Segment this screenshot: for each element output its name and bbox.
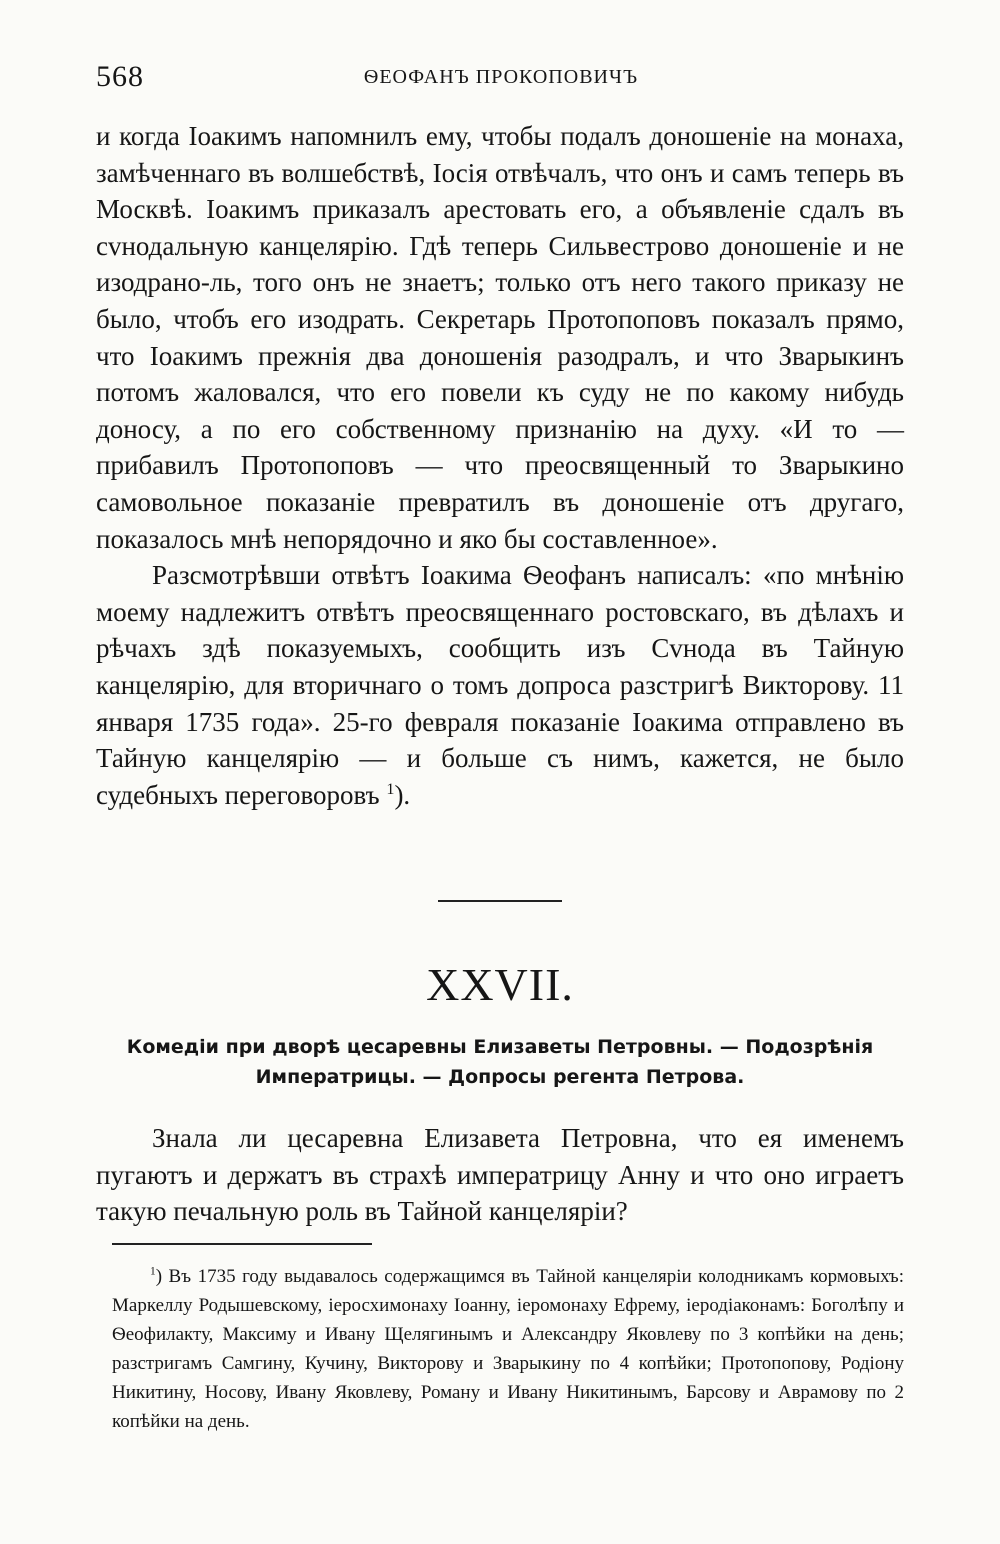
footnote-paragraph xyxy=(112,1262,904,1436)
chapter-subtitle xyxy=(100,1032,900,1092)
body-paragraph-2 xyxy=(96,557,904,813)
body-text xyxy=(96,118,904,813)
page-number: 568 xyxy=(96,60,144,93)
chapter-text xyxy=(96,1120,904,1230)
body-paragraph-2-text: Разсмотрѣвши отвѣтъ Іоакима Ѳеофанъ написалъ: «по мнѣнію моему надлежитъ отвѣтъ преосвященнаго ростовскаго, въ дѣлахъ и рѣчахъ здѣ показуемыхъ, сообщить изъ Сvнода въ Тайную канцелярію, для вторичнаго о томъ допроса разстригѣ Викторову. 11 января 1735 года». 25-го февраля показаніе Іоакима отправлено въ Тайную канцелярію — и больше съ нимъ, кажется, не было судебныхъ переговоровъ xyxy=(96,560,904,810)
footnote-divider xyxy=(112,1243,372,1245)
body-paragraph-2-end: ). xyxy=(394,779,411,810)
section-divider xyxy=(438,900,562,902)
footnote-reference: 1 xyxy=(386,779,395,798)
body-paragraph-1: и когда Іоакимъ напомнилъ ему, чтобы подалъ доношеніе на монаха, замѣченнаго въ волшебствѣ, Іосія отвѣчалъ, что онъ и самъ теперь въ Москвѣ. Іоакимъ приказалъ арестовать его, а объявленіе сдалъ въ сvнодальную канцелярію. Гдѣ теперь Сильвестрово доношеніе и не изодрано-ль, того онъ не знаетъ; только отъ него такого приказу не было, чтобъ его изодрать. Секретарь Протопоповъ показалъ прямо, что Іоакимъ прежнія два доношенія разодралъ, и что Зварыкинъ потомъ жаловался, что его повели къ суду не по какому нибудь доносу, а по его собственному признанію на духу. «И то — прибавилъ Протопоповъ — что преосвященный то Зварыкино самовольное показаніе превратилъ въ доношеніе отъ другаго, показалось мнѣ непорядочно и яко бы составленное». xyxy=(96,121,904,554)
chapter-paragraph-1: Знала ли цесаревна Елизавета Петровна, что ея именемъ пугаютъ и держатъ въ страхѣ императрицу Анну и что оно играетъ такую печальную роль въ Тайной канцеляріи? xyxy=(96,1123,904,1227)
footnote-marker: 1 xyxy=(150,1265,156,1278)
chapter-subtitle-line-2: Императрицы. — Допросы регента Петрова. xyxy=(255,1066,745,1088)
running-title: ѲЕОФАНЪ ПРОКОПОВИЧЪ xyxy=(363,66,639,88)
footnote-text: ) Въ 1735 году выдавалось содержащимся въ Тайной канцеляріи колодникамъ кормовыхъ: Маркеллу Родышевскому, іеросхимонаху Іоанну, іеромонаху Ефрему, іеродіаконамъ: Боголѣпу и Ѳеофилакту, Максиму и Ивану Щелягинымъ и Александру Яковлеву по 3 копѣйки на день; разстригамъ Самгину, Кучину, Викторову и Зварыкину по 4 копѣйки; Протопопову, Родіону Никитину, Носову, Ивану Яковлеву, Роману и Ивану Никитинымъ, Барсову и Аврамову по 2 копѣйки на день. xyxy=(112,1266,904,1432)
footnote xyxy=(112,1262,904,1436)
chapter-number: XXVII. xyxy=(426,959,574,1010)
chapter-subtitle-line-1: Комедіи при дворѣ цесаревны Елизаветы Петровны. — Подозрѣнія xyxy=(126,1036,874,1058)
running-head xyxy=(96,52,906,102)
